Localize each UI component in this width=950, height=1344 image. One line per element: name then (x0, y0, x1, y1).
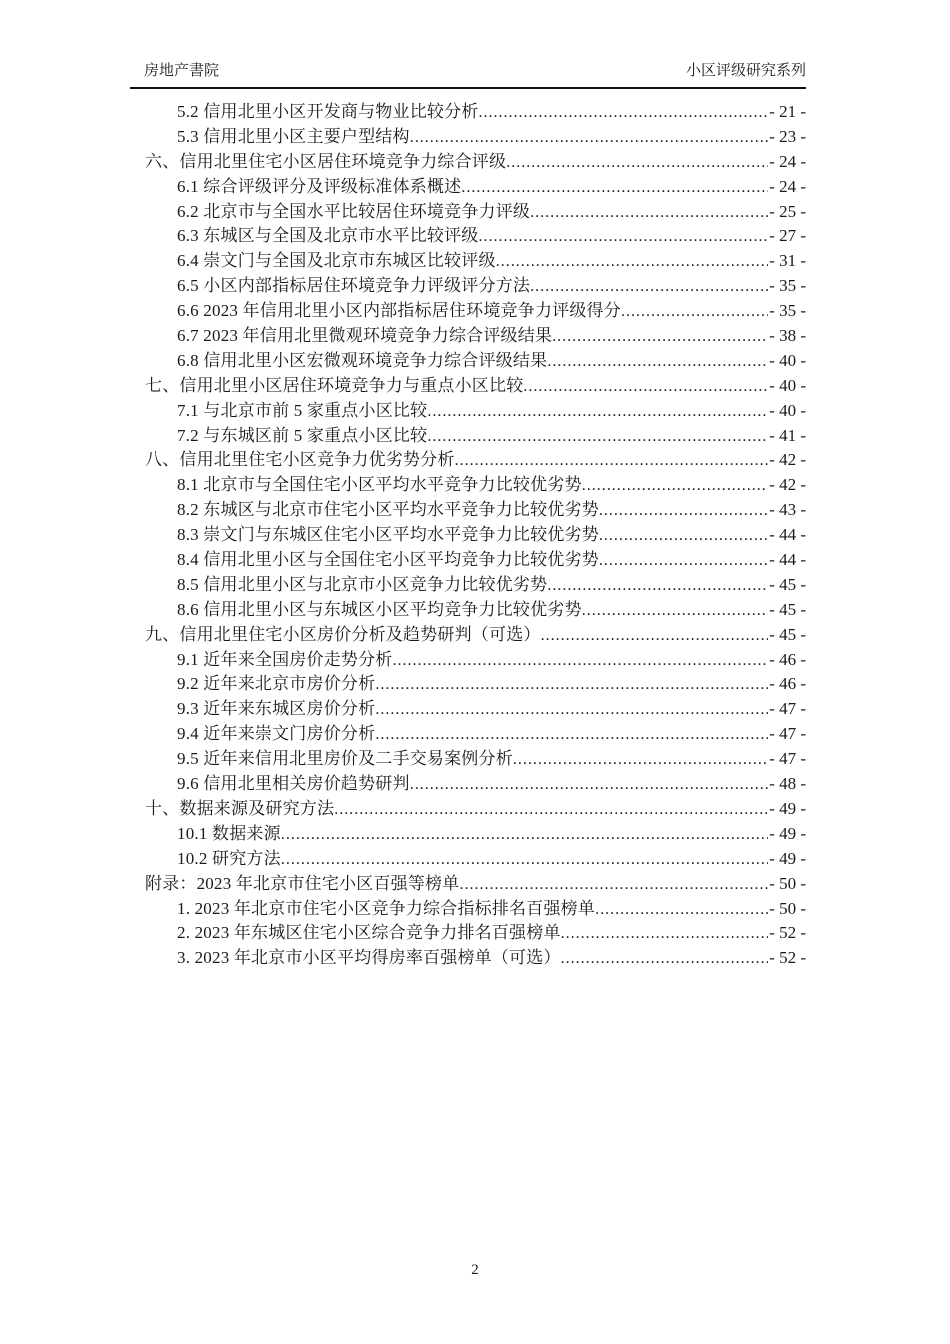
toc-entry-label: 8.1 北京市与全国住宅小区平均水平竞争力比较优劣势 (177, 475, 582, 495)
toc-leader-dots (375, 722, 768, 748)
toc-entry-label: 9.4 近年来崇文门房价分析 (177, 724, 376, 744)
toc-entry[interactable] (130, 299, 806, 324)
toc-entry[interactable] (130, 722, 806, 747)
toc-leader-dots (547, 349, 768, 375)
toc-entry[interactable] (130, 897, 806, 922)
toc-entry[interactable] (130, 847, 806, 872)
toc-entry-label: 8.5 信用北里小区与北京市小区竞争力比较优劣势 (177, 574, 548, 594)
toc-leader-dots (281, 847, 768, 873)
toc-entry-label: 8.3 崇文门与东城区住宅小区平均水平竞争力比较优劣势 (177, 525, 599, 545)
toc-entry-page: - 45 - (769, 599, 806, 619)
toc-entry-label: 10.1 数据来源 (177, 823, 281, 843)
toc-entry[interactable] (130, 648, 806, 673)
toc-leader-dots (427, 399, 768, 425)
toc-leader-dots (547, 573, 768, 599)
toc-entry[interactable] (130, 598, 806, 623)
header-right-series: 小区评级研究系列 (685, 62, 806, 79)
header-left-title: 房地产書院 (144, 62, 220, 79)
footer-page-number: 2 (471, 1262, 479, 1278)
toc-entry-page: - 31 - (769, 251, 806, 271)
toc-entry[interactable] (130, 921, 806, 946)
toc-entry-label: 六、信用北里住宅小区居住环境竞争力综合评级 (145, 151, 507, 171)
toc-entry-label: 九、信用北里住宅小区房价分析及趋势研判（可选） (145, 624, 541, 644)
toc-entry-label: 6.4 崇文门与全国及北京市东城区比较评级 (177, 251, 496, 271)
toc-leader-dots (281, 822, 768, 848)
toc-entry-page: - 52 - (769, 923, 806, 943)
toc-entry-label: 5.2 信用北里小区开发商与物业比较分析 (177, 102, 479, 121)
toc-leader-dots (459, 872, 768, 898)
toc-entry[interactable] (130, 797, 806, 822)
toc-entry-page: - 43 - (769, 500, 806, 520)
toc-entry[interactable] (130, 150, 806, 175)
toc-leader-dots (334, 797, 768, 823)
toc-entry[interactable] (130, 498, 806, 523)
toc-entry-page: - 46 - (769, 674, 806, 694)
toc-entry-page: - 41 - (769, 425, 806, 445)
toc-entry-page: - 52 - (769, 948, 806, 968)
toc-entry[interactable] (130, 125, 806, 150)
toc-entry[interactable] (130, 623, 806, 648)
toc-entry[interactable] (130, 697, 806, 722)
toc-entry-page: - 49 - (769, 823, 806, 843)
toc-entry-label: 7.1 与北京市前 5 家重点小区比较 (177, 400, 428, 420)
toc-entry-label: 9.1 近年来全国房价走势分析 (177, 649, 393, 669)
toc-leader-dots (410, 125, 768, 151)
toc-leader-dots (479, 100, 769, 126)
toc-leader-dots (541, 623, 769, 649)
toc-entry[interactable] (130, 573, 806, 598)
toc-entry-label: 10.2 研究方法 (177, 848, 281, 868)
toc-entry[interactable] (130, 473, 806, 498)
toc-leader-dots (599, 498, 768, 524)
toc-entry-page: - 24 - (769, 176, 806, 196)
toc-entry-page: - 46 - (769, 649, 806, 669)
toc-leader-dots (530, 274, 768, 300)
toc-entry-label: 6.2 北京市与全国水平比较居住环境竞争力评级 (177, 201, 531, 221)
toc-leader-dots (621, 299, 768, 325)
toc-entry-label: 9.3 近年来东城区房价分析 (177, 699, 376, 719)
toc-entry-page: - 35 - (769, 276, 806, 296)
toc-entry-label: 5.3 信用北里小区主要户型结构 (177, 126, 410, 146)
toc-list (130, 100, 806, 971)
toc-entry-label: 6.5 小区内部指标居住环境竞争力评级评分方法 (177, 276, 531, 296)
toc-entry-page: - 23 - (769, 126, 806, 146)
toc-leader-dots (599, 523, 768, 549)
toc-entry-label: 9.6 信用北里相关房价趋势研判 (177, 774, 410, 794)
toc-entry[interactable] (130, 424, 806, 449)
toc-entry-label: 八、信用北里住宅小区竞争力优劣势分析 (145, 450, 455, 470)
toc-entry[interactable] (130, 872, 806, 897)
toc-leader-dots (375, 672, 768, 698)
toc-entry-page: - 45 - (769, 624, 806, 644)
toc-entry-label: 9.2 近年来北京市房价分析 (177, 674, 376, 694)
toc-entry[interactable] (130, 100, 806, 125)
toc-entry-page: - 42 - (769, 475, 806, 495)
toc-entry-page: - 21 - (769, 102, 806, 121)
toc-leader-dots (410, 772, 768, 798)
toc-entry[interactable] (130, 224, 806, 249)
toc-entry[interactable] (130, 200, 806, 225)
toc-entry-page: - 35 - (769, 301, 806, 321)
toc-leader-dots (479, 224, 769, 250)
toc-entry-page: - 47 - (769, 699, 806, 719)
toc-leader-dots (461, 175, 768, 201)
toc-entry-label: 6.8 信用北里小区宏微观环境竞争力综合评级结果 (177, 350, 548, 370)
toc-entry[interactable] (130, 349, 806, 374)
toc-entry-page: - 49 - (769, 798, 806, 818)
toc-entry-page: - 40 - (769, 375, 806, 395)
toc-entry-page: - 50 - (769, 873, 806, 893)
toc-entry-page: - 47 - (769, 749, 806, 769)
toc-entry-label: 附录：2023 年北京市住宅小区百强等榜单 (145, 873, 460, 893)
toc-entry[interactable] (130, 399, 806, 424)
toc-entry-page: - 40 - (769, 350, 806, 370)
toc-entry-page: - 45 - (769, 574, 806, 594)
toc-leader-dots (599, 548, 768, 574)
toc-leader-dots (513, 747, 768, 773)
toc-entry-page: - 42 - (769, 450, 806, 470)
toc-leader-dots (561, 921, 769, 947)
toc-entry-label: 6.7 2023 年信用北里微观环境竞争力综合评级结果 (177, 326, 553, 346)
toc-entry[interactable] (130, 747, 806, 772)
toc-leader-dots (523, 374, 768, 400)
toc-entry-page: - 50 - (769, 898, 806, 918)
toc-entry[interactable] (130, 523, 806, 548)
toc-entry-page: - 40 - (769, 400, 806, 420)
toc-leader-dots (582, 473, 768, 499)
toc-entry[interactable] (130, 374, 806, 399)
toc-entry-label: 3. 2023 年北京市小区平均得房率百强榜单（可选） (177, 948, 561, 968)
toc-leader-dots (496, 249, 768, 275)
toc-entry[interactable] (130, 548, 806, 573)
toc-entry-label: 七、信用北里小区居住环境竞争力与重点小区比较 (145, 375, 524, 395)
toc-entry-label: 6.6 2023 年信用北里小区内部指标居住环境竞争力评级得分 (177, 301, 621, 321)
toc-leader-dots (582, 598, 768, 624)
toc-entry-label: 8.4 信用北里小区与全国住宅小区平均竞争力比较优劣势 (177, 550, 599, 570)
toc-entry-page: - 49 - (769, 848, 806, 868)
toc-leader-dots (427, 424, 768, 450)
toc-leader-dots (393, 648, 769, 674)
toc-entry-label: 6.3 东城区与全国及北京市水平比较评级 (177, 226, 479, 246)
toc-entry-page: - 48 - (769, 774, 806, 794)
toc-leader-dots (595, 897, 768, 923)
toc-leader-dots (455, 448, 769, 474)
toc-entry[interactable] (130, 672, 806, 697)
toc-entry[interactable] (130, 448, 806, 473)
toc-entry-label: 7.2 与东城区前 5 家重点小区比较 (177, 425, 428, 445)
toc-leader-dots (552, 324, 768, 350)
toc-entry-label: 6.1 综合评级评分及评级标准体系概述 (177, 176, 462, 196)
toc-entry-label: 9.5 近年来信用北里房价及二手交易案例分析 (177, 749, 513, 769)
toc-entry[interactable] (130, 249, 806, 274)
toc-entry[interactable] (130, 822, 806, 847)
toc-entry[interactable] (130, 175, 806, 200)
toc-entry-label: 1. 2023 年北京市住宅小区竞争力综合指标排名百强榜单 (177, 898, 596, 918)
toc-leader-dots (506, 150, 768, 176)
toc-entry-label: 8.6 信用北里小区与东城区小区平均竞争力比较优劣势 (177, 599, 582, 619)
toc-entry-page: - 44 - (769, 525, 806, 545)
toc-leader-dots (561, 946, 769, 972)
toc-entry-label: 十、数据来源及研究方法 (145, 798, 335, 818)
toc-entry-page: - 44 - (769, 550, 806, 570)
toc-entry-page: - 25 - (769, 201, 806, 221)
toc-entry-page: - 47 - (769, 724, 806, 744)
page-header (130, 60, 806, 89)
toc-entry[interactable] (130, 324, 806, 349)
toc-entry[interactable] (130, 946, 806, 971)
toc-entry-page: - 24 - (769, 151, 806, 171)
toc-entry-page: - 38 - (769, 326, 806, 346)
toc-entry-page: - 27 - (769, 226, 806, 246)
toc-leader-dots (375, 697, 768, 723)
toc-leader-dots (530, 200, 768, 226)
toc-entry[interactable] (130, 772, 806, 797)
toc-entry-label: 2. 2023 年东城区住宅小区综合竞争力排名百强榜单 (177, 923, 561, 943)
toc-entry[interactable] (130, 274, 806, 299)
toc-entry-label: 8.2 东城区与北京市住宅小区平均水平竞争力比较优劣势 (177, 500, 599, 520)
